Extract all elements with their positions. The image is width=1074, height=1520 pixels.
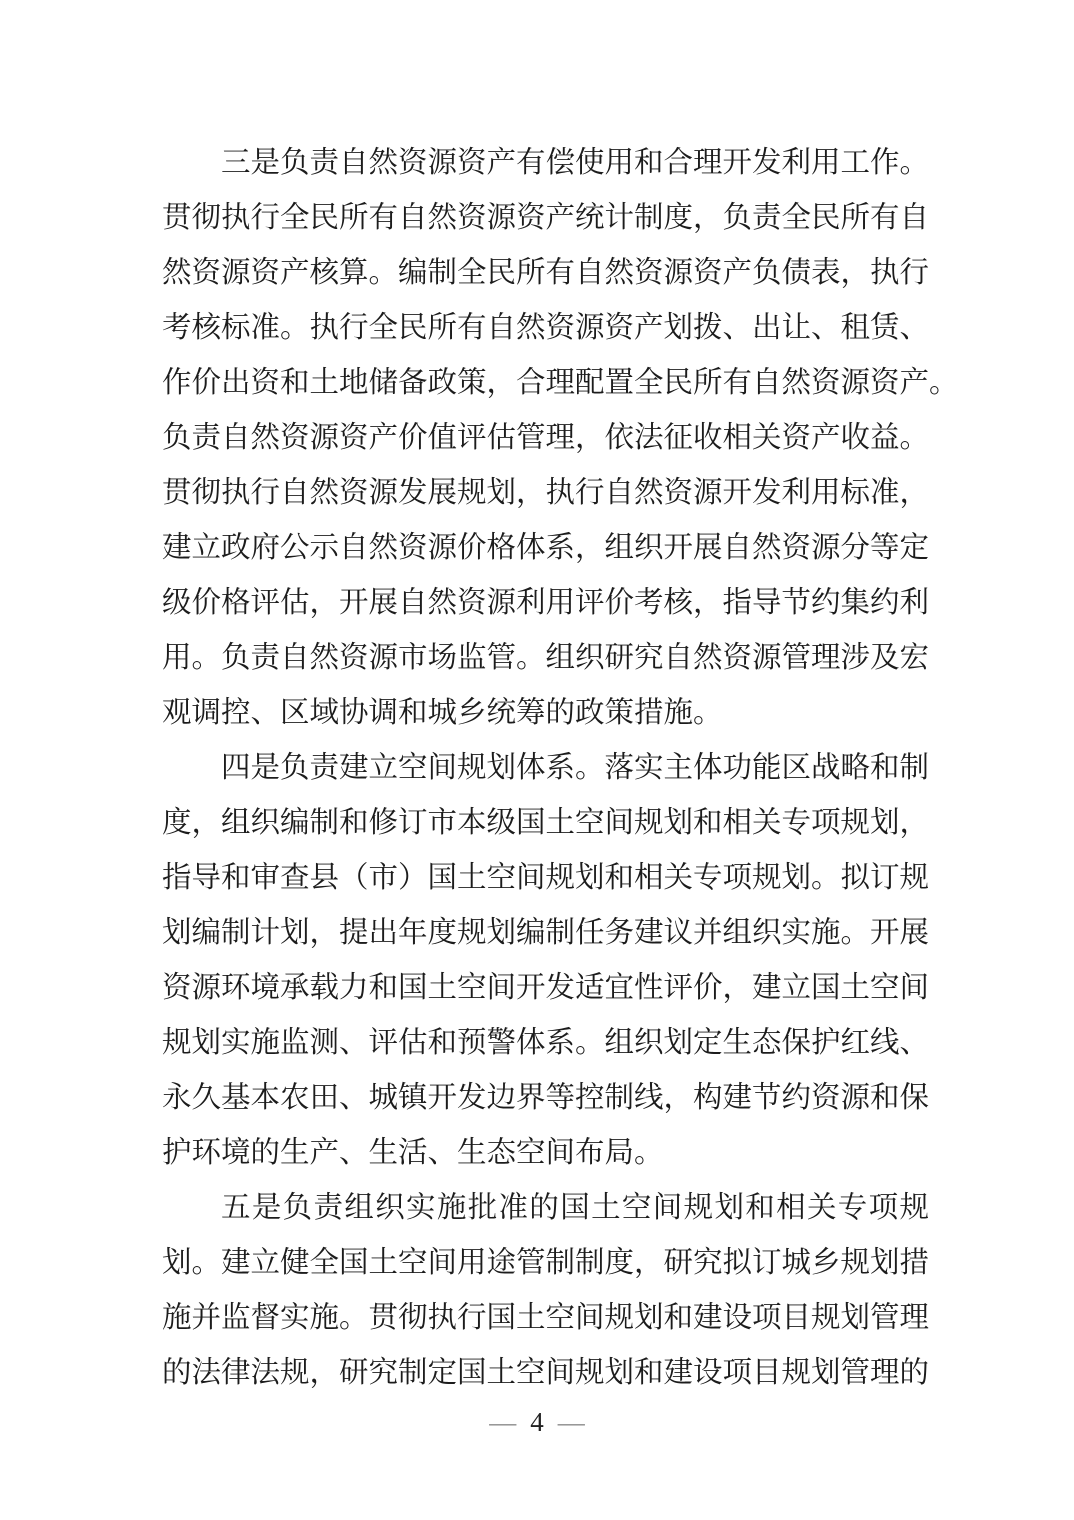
text-line: 用。负责自然资源市场监管。组织研究自然资源管理涉及宏: [162, 642, 930, 674]
text-line: 五是负责组织实施批准的国土空间规划和相关专项规: [221, 1192, 929, 1224]
text-line: 的法律法规，研究制定国土空间规划和建设项目规划管理的: [162, 1357, 930, 1389]
text-line: 度，组织编制和修订市本级国土空间规划和相关专项规划，: [162, 807, 930, 839]
footer-dash-right: —: [557, 1407, 585, 1437]
text-line: 负责自然资源资产价值评估管理，依法征收相关资产收益。: [162, 422, 930, 454]
text-line: 作价出资和土地储备政策，合理配置全民所有自然资源资产。: [162, 367, 959, 399]
text-line: 四是负责建立空间规划体系。落实主体功能区战略和制: [221, 752, 930, 784]
document-body: [162, 136, 959, 1401]
text-line: 划编制计划，提出年度规划编制任务建议并组织实施。开展: [162, 917, 930, 949]
text-line: 建立政府公示自然资源价格体系，组织开展自然资源分等定: [162, 532, 930, 564]
text-line: 永久基本农田、城镇开发边界等控制线，构建节约资源和保: [162, 1082, 930, 1114]
text-line: 考核标准。执行全民所有自然资源资产划拨、出让、租赁、: [162, 312, 930, 344]
text-line: 护环境的生产、生活、生态空间布局。: [162, 1137, 664, 1169]
footer-dash-left: —: [489, 1407, 517, 1437]
text-line: 观调控、区域协调和城乡统筹的政策措施。: [162, 697, 723, 729]
text-line: 资源环境承载力和国土空间开发适宜性评价，建立国土空间: [162, 972, 930, 1004]
text-line: 然资源资产核算。编制全民所有自然资源资产负债表，执行: [162, 257, 930, 289]
text-line: 规划实施监测、评估和预警体系。组织划定生态保护红线、: [162, 1027, 930, 1059]
text-line: 指导和审查县（市）国土空间规划和相关专项规划。拟订规: [162, 862, 930, 894]
text-line: 贯彻执行自然资源发展规划，执行自然资源开发利用标准，: [162, 477, 930, 509]
text-line: 三是负责自然资源资产有偿使用和合理开发利用工作。: [221, 147, 930, 179]
text-line: 划。建立健全国土空间用途管制制度，研究拟订城乡规划措: [162, 1247, 930, 1279]
text-line: 施并监督实施。贯彻执行国土空间规划和建设项目规划管理: [162, 1302, 930, 1334]
text-line: 贯彻执行全民所有自然资源资产统计制度，负责全民所有自: [162, 202, 930, 234]
page-number: 4: [530, 1407, 544, 1437]
page-footer: [0, 1402, 1074, 1442]
text-line: 级价格评估，开展自然资源利用评价考核，指导节约集约利: [162, 587, 930, 619]
